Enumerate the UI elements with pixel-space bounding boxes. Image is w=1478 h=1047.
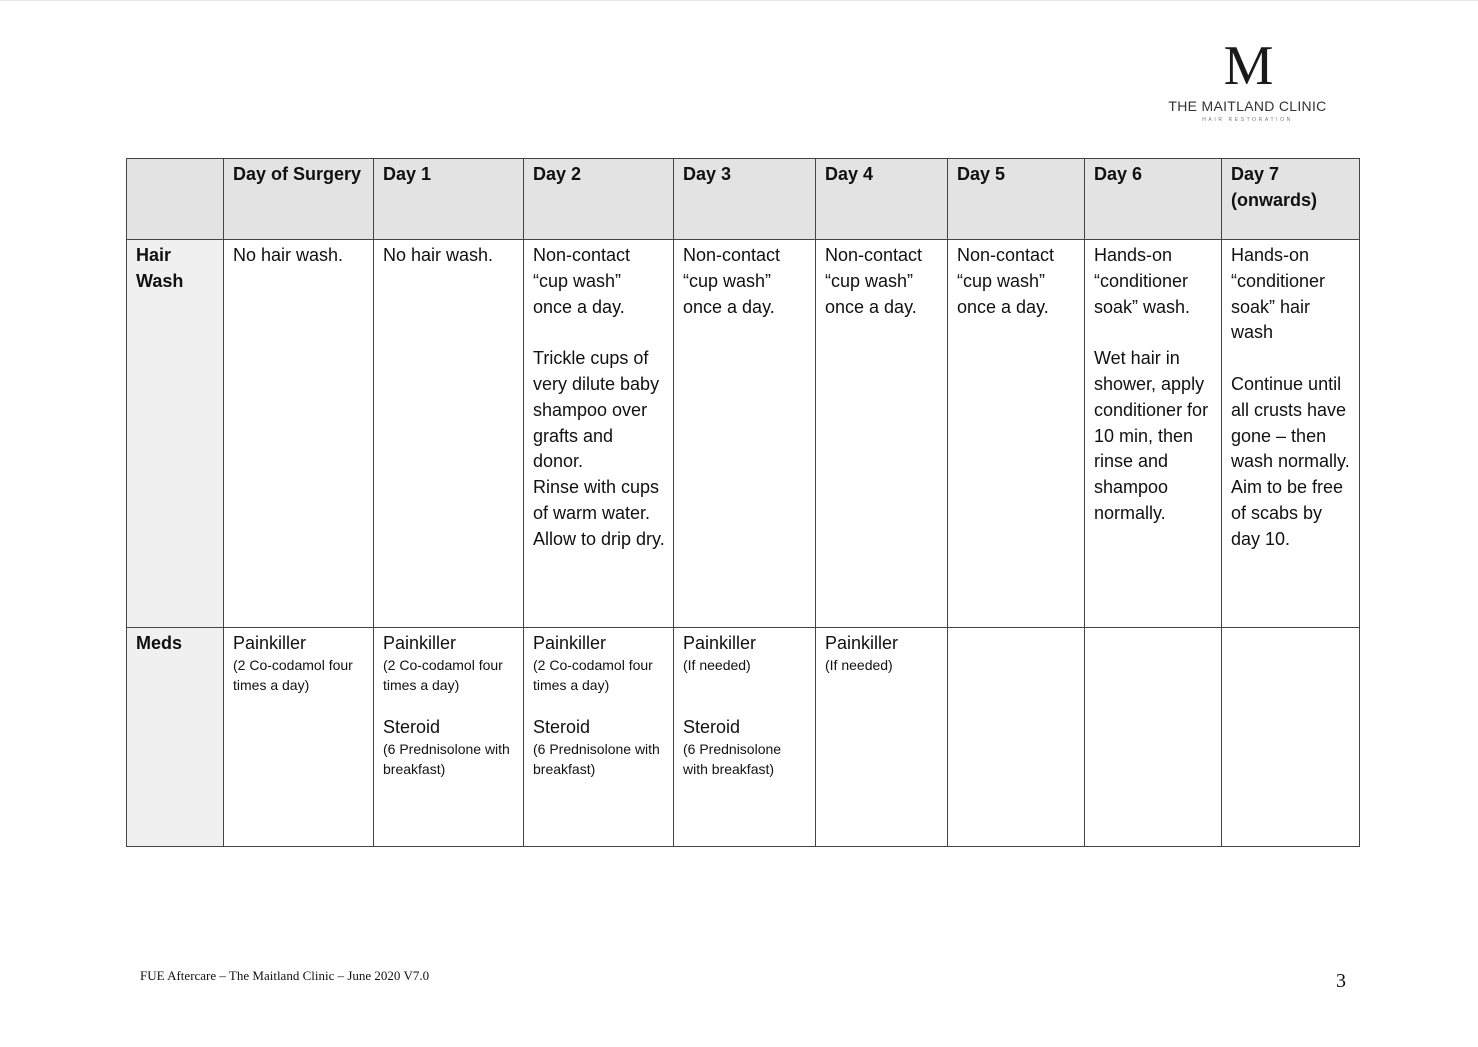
hair-wash-day-2-p2: Trickle cups of very dilute baby shampoo over grafts and donor. [533, 348, 665, 472]
logo-tagline: HAIR RESTORATION [1202, 117, 1293, 123]
meds-day-5 [948, 628, 1085, 847]
header-day-6: Day 6 [1085, 159, 1222, 240]
meds-day-6 [1085, 628, 1222, 847]
hair-wash-day-2-p4: Allow to drip dry. [533, 528, 665, 549]
meds-day-2-steroid: Steroid [533, 717, 591, 737]
hair-wash-day-3: Non-contact “cup wash” once a day. [674, 240, 816, 628]
meds-day-1-painkiller: Painkiller [383, 633, 457, 653]
hair-wash-day-2-p1: Non-contact “cup wash” once a day. [533, 245, 636, 317]
meds-row [127, 628, 1360, 847]
hair-wash-day-6 [1085, 240, 1222, 628]
page-number: 3 [1336, 970, 1346, 992]
meds-day-of-surgery-painkiller-note: (2 Co-codamol four times a day) [233, 657, 353, 693]
meds-day-of-surgery-painkiller: Painkiller [233, 633, 307, 653]
header-day-of-surgery: Day of Surgery [224, 159, 374, 240]
meds-day-4-painkiller: Painkiller [825, 633, 899, 653]
meds-day-3-steroid-note: (6 Prednisolone with breakfast) [683, 741, 782, 777]
meds-day-2-painkiller-note: (2 Co-codamol four times a day) [533, 657, 653, 693]
aftercare-schedule-table [126, 158, 1360, 847]
hair-wash-day-4: Non-contact “cup wash” once a day. [816, 240, 948, 628]
meds-day-of-surgery [224, 628, 374, 847]
header-day-3: Day 3 [674, 159, 816, 240]
hair-wash-day-6-p2: Wet hair in shower, apply conditioner for 10 min, then rinse and shampoo normally. [1094, 348, 1214, 523]
header-day-2: Day 2 [524, 159, 674, 240]
meds-day-3-painkiller: Painkiller [683, 633, 757, 653]
hair-wash-day-7-p3: Aim to be free of scabs by day 10. [1231, 477, 1349, 549]
header-day-4: Day 4 [816, 159, 948, 240]
row-label-meds: Meds [127, 628, 224, 847]
header-row [127, 159, 1360, 240]
meds-day-1-steroid: Steroid [383, 717, 441, 737]
logo-mark: M [1223, 35, 1272, 97]
meds-day-2-painkiller: Painkiller [533, 633, 607, 653]
meds-day-1-painkiller-note: (2 Co-codamol four times a day) [383, 657, 503, 693]
hair-wash-day-1: No hair wash. [374, 240, 524, 628]
meds-day-1-steroid-note: (6 Prednisolone with breakfast) [383, 741, 510, 777]
meds-day-7 [1222, 628, 1360, 847]
header-corner [127, 159, 224, 240]
hair-wash-day-7-p2: Continue until all crusts have gone – then wash normally. [1231, 373, 1352, 472]
header-day-1: Day 1 [374, 159, 524, 240]
meds-day-3-painkiller-note: (If needed) [683, 657, 751, 673]
clinic-logo [1150, 35, 1345, 123]
meds-day-3 [674, 628, 816, 847]
top-rule [0, 0, 1478, 1]
header-day-7: Day 7 (onwards) [1222, 159, 1360, 240]
hair-wash-day-5: Non-contact “cup wash” once a day. [948, 240, 1085, 628]
row-label-hair-wash: Hair Wash [127, 240, 224, 628]
hair-wash-day-7-p1: Hands-on “conditioner soak” hair wash [1231, 245, 1331, 343]
footer-text: FUE Aftercare – The Maitland Clinic – June 2020 V7.0 [140, 968, 430, 983]
header-day-5: Day 5 [948, 159, 1085, 240]
hair-wash-row [127, 240, 1360, 628]
logo-name: THE MAITLAND CLINIC [1168, 98, 1327, 114]
meds-day-4 [816, 628, 948, 847]
meds-day-1 [374, 628, 524, 847]
meds-day-4-painkiller-note: (If needed) [825, 657, 893, 673]
meds-day-2 [524, 628, 674, 847]
hair-wash-day-2-p3: Rinse with cups of warm water. [533, 477, 665, 523]
meds-day-2-steroid-note: (6 Prednisolone with breakfast) [533, 741, 660, 777]
hair-wash-day-6-p1: Hands-on “conditioner soak” wash. [1094, 245, 1194, 317]
hair-wash-day-of-surgery: No hair wash. [224, 240, 374, 628]
hair-wash-day-2 [524, 240, 674, 628]
meds-day-3-steroid: Steroid [683, 717, 741, 737]
hair-wash-day-7 [1222, 240, 1360, 628]
